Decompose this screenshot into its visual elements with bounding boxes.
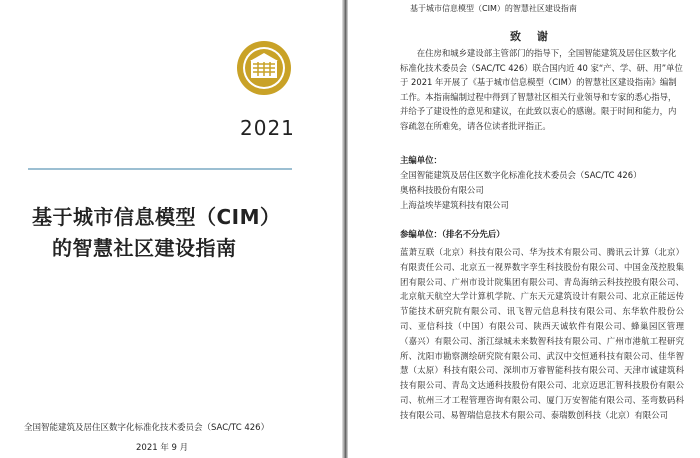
cover-page [0, 0, 342, 458]
cover-title-line2: 的智慧社区建设指南 [52, 236, 237, 260]
editor-label: 主编单位： [400, 155, 442, 165]
running-header: 基于城市信息模型（CIM）的智慧社区建设指南 [410, 4, 577, 13]
editor-item: 全国智能建筑及居住区数字化标准化技术委员会（SAC/TC 426） [400, 170, 642, 180]
title-divider [28, 168, 292, 170]
ack-paragraph: 在住房和城乡建设部主管部门的指导下，全国智能建筑及居住区数字化标准化技术委员会（SAC/TC 426）联合国内近 40 家“产、学、研、用”单位于 2021 年开展了《基于城市信息模型（CIM）的智慧社区建设指南》编制工作。本指南编制过程中得到了智慧社区相关行业领导和专家的悉心指导，并给予了建设性的意见和建议，在此致以衷心的感谢。限于时间和能力，内容疏忽在所难免，请各位读者批评指正。 [400, 48, 683, 131]
cover-title-line1: 基于城市信息模型（CIM） [32, 205, 281, 229]
cover-year: 2021 [240, 116, 295, 140]
ack-title: 致 谢 [510, 30, 554, 43]
cover-date: 2021 年 9 月 [136, 443, 189, 453]
editor-item: 奥格科技股份有限公司 [400, 185, 484, 195]
participants-list: 蓝萧互联（北京）科技有限公司、华为技术有限公司、腾讯云计算（北京）有限责任公司、北京五一视界数字孪生科技股份有限公司、中国金茂控股集团有限公司、广州市设计院集团有限公司、青岛海纳云科技控股有限公司、北京航天航空大学计算机学院、广东天元建筑设计有限公司、北京正能远传节能技术研究院有限公司、讯飞智元信息科技有限公司、东华软件股份公司、亚信科技（中国）有限公司、陕西天诚软件有限公司、蜂巢园区管理（嘉兴）有限公司、浙江绿城未来数智科技有限公司、广州市港航工程研究所、沈阳市勘察测绘研究院有限公司、武汉中交恒通科技有限公司、佳华智慧（太原）科技有限公司、深圳市万睿智能科技有限公司、天津市诚建筑科技有限公司、青岛文达通科技股份有限公司、北京迈思汇智科技股份有限公司、杭州三才工程管理咨询有限公司、厦门万安智能有限公司、荃弯数码科技有限公司、易智瑞信息技术有限公司、泰瑞数创科技（北京）有限公司 [400, 247, 684, 420]
committee-emblem-icon [236, 40, 292, 96]
editor-item: 上海益埃毕建筑科技有限公司 [400, 200, 509, 210]
ack-body [400, 46, 684, 134]
cover-publisher: 全国智能建筑及居住区数字化标准化技术委员会（SAC/TC 426） [24, 423, 270, 433]
participants-label: 参编单位：（排名不分先后） [400, 229, 505, 239]
